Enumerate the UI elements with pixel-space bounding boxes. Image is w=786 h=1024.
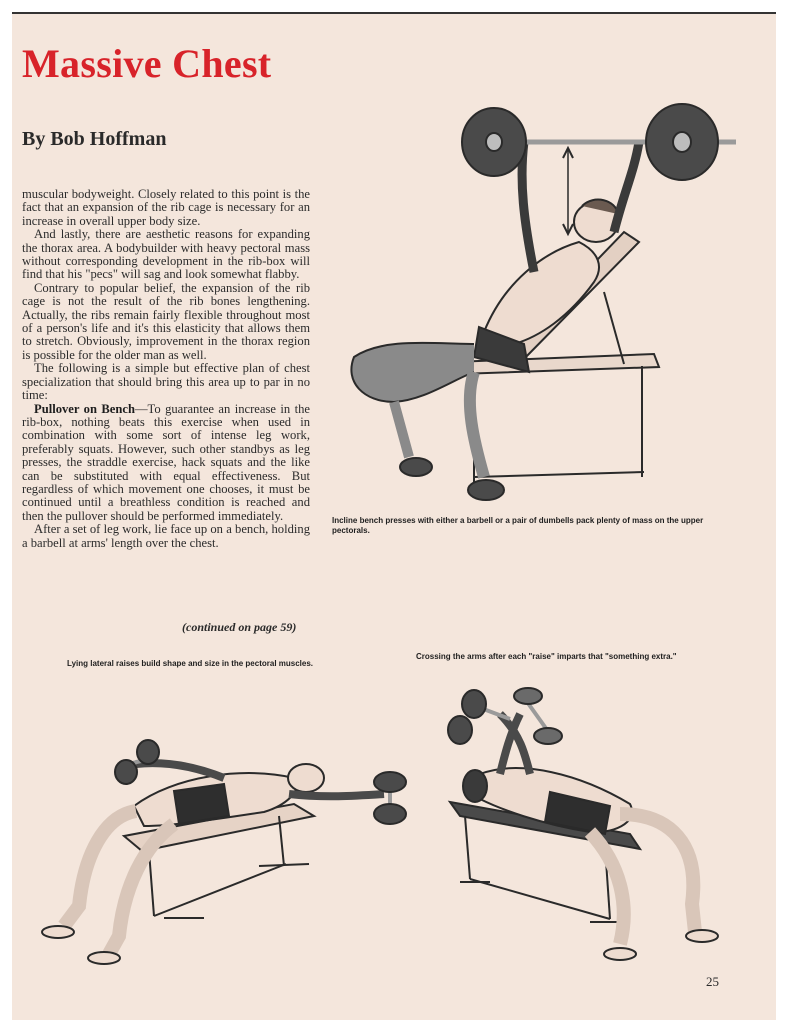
article-byline: By Bob Hoffman (22, 128, 167, 150)
article-body (22, 188, 310, 550)
exercise-heading: Pullover on Bench (34, 401, 135, 416)
incline-press-illustration (324, 82, 744, 514)
lateral-raise-illustration (24, 686, 419, 976)
article-title: Massive Chest (22, 41, 272, 86)
body-paragraph: Contrary to popular belief, the expansion of the rib cage is not the result of the rib bones lengthening. Actually, the ribs remain fairly flexible throughout most of a person's life and it's this elasticity that allows them to stretch. Obviously, improvement in the thorax region is possible for the older man as well. (22, 280, 310, 362)
body-paragraph: After a set of leg work, lie face up on a bench, holding a barbell at arms' length over the chest. (22, 522, 310, 550)
lateral-caption: Lying lateral raises build shape and size in the pectoral muscles. (67, 659, 314, 668)
crossing-arms-illustration (430, 674, 740, 974)
body-paragraph: And lastly, there are aesthetic reasons for expanding the thorax area. A bodybuilder with heavy pectoral mass without corresponding development in the rib-box will find that his "pecs" will sag and look somewhat flabby. (22, 227, 310, 282)
body-paragraph: muscular bodyweight. Closely related to this point is the fact that an expansion of the rib cage is necessary for an increase in overall upper body size. (22, 187, 310, 228)
magazine-page (12, 12, 776, 1020)
exercise-paragraph (22, 403, 310, 524)
body-paragraph: The following is a simple but effective plan of chest specialization that should bring this area up to par in no time: (22, 361, 310, 403)
page-number: 25 (706, 974, 719, 989)
exercise-text: —To guarantee an increase in the rib-box, nothing beats this exercise when used in combination with some sort of intense leg work, preferably squats. However, such other standbys as leg presses, the straddle exercise, hack squats and the like can be substituted with equal effectiveness. But regardless of which movement one chooses, it must be continued until a breathless condition is reached and then the pullover should be performed immediately. (22, 401, 310, 523)
incline-caption: Incline bench presses with either a barbell or a pair of dumbells pack plenty of mass on the upper pectorals. (332, 516, 704, 535)
continued-note: (continued on page 59) (182, 620, 297, 634)
crossing-caption: Crossing the arms after each "raise" imparts that "something extra." (416, 652, 677, 661)
